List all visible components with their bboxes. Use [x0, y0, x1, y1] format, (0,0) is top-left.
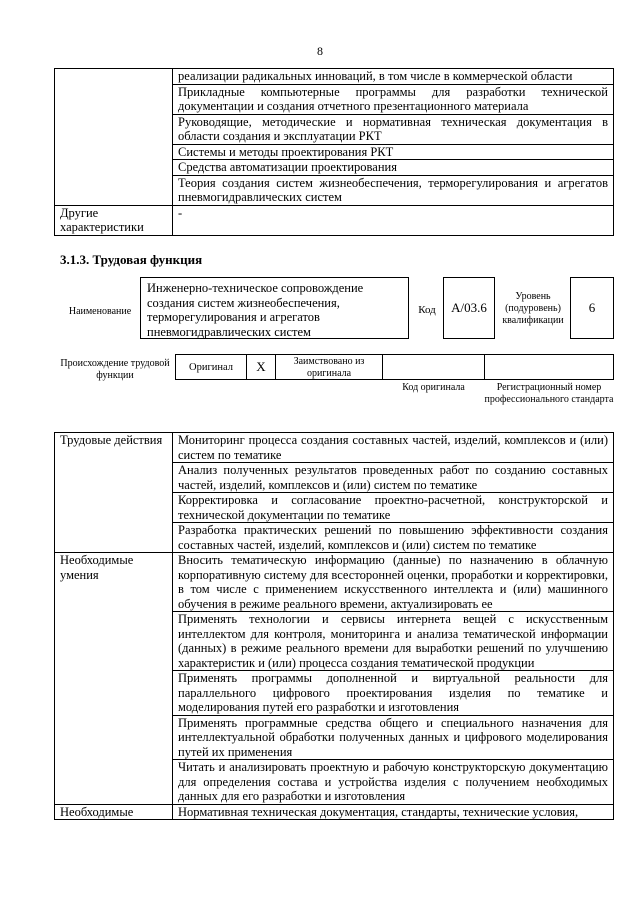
table-cell: Прикладные компьютерные программы для разработки технической документации и создания отчетного презентационного материала [173, 84, 614, 114]
table-cell: Корректировка и согласование проектно-расчетной, конструкторской и технической документации по тематике [173, 493, 614, 523]
original-mark-box [246, 354, 276, 380]
page-number: 8 [317, 44, 323, 58]
code-value: А/03.6 [451, 300, 487, 315]
table-row [55, 804, 614, 820]
table-cell-empty [55, 69, 173, 206]
labor-function-table [54, 432, 614, 820]
table-cell: Применять технологии и сервисы интернета вещей с искусственным интеллектом для контроля, мониторинга и анализа тематической информации (данных) в режиме реального времени для выработки решений по улучшению характеристик и (или) процесса создания тематической продукции [173, 612, 614, 671]
table-cell: Вносить тематическую информацию (данные) по назначению в облачную корпоративную систему для всесторонней оценки, проработки и корректировки, в том числе с применением искусственного интеллекта и (или) машинного обучения в режиме реального времени, актуализировать ее [173, 553, 614, 612]
knowledge-table-continued [54, 68, 614, 236]
level-value: 6 [588, 300, 596, 315]
table-cell: Анализ полученных результатов проведенных работ по созданию составных частей, изделий, комплексов и (или) систем по тематике [173, 463, 614, 493]
original-box [175, 354, 247, 380]
table-row [55, 69, 614, 85]
reg-number-box [484, 354, 614, 380]
level-label: Уровень (подуровень) квалификации [502, 291, 564, 326]
function-name-box [140, 277, 409, 339]
row-label: Необходимые [55, 804, 173, 820]
row-label: Необходимые умения [55, 553, 173, 805]
name-label: Наименование [68, 306, 132, 317]
table-row [55, 205, 614, 235]
origin-label: Происхождение трудовой функции [60, 358, 170, 381]
function-name: Инженерно-техническое сопровождение создания систем жизнеобеспечения, терморегулирования и агрегатов пневмогидравлических систем [147, 281, 364, 339]
table-cell: - [173, 205, 614, 235]
table-cell: Применять программные средства общего и специального назначения для интеллектуальной обработки полученных данных и цифрового моделирования путей их применения [173, 715, 614, 760]
section-title: 3.1.3. Трудовая функция [60, 252, 203, 267]
original-label: Оригинал [189, 361, 233, 373]
table-cell: Нормативная техническая документация, стандарты, технические условия, [173, 804, 614, 820]
level-box [570, 277, 614, 339]
table-cell: Читать и анализировать проектную и рабочую конструкторскую документацию для определения состава и устройства изделия с получением необходимых данных для его разработки и изготовления [173, 760, 614, 805]
table-cell: Применять программы дополненной и виртуальной реальности для параллельного цифрового проектирования изделия по тематике и моделирования путей его разработки и изготовления [173, 671, 614, 716]
original-mark: X [256, 359, 266, 374]
code-original-caption: Код оригинала [402, 382, 465, 393]
table-cell: Системы и методы проектирования РКТ [173, 144, 614, 160]
borrowed-label: Заимствовано из оригинала [293, 356, 365, 379]
table-cell: Разработка практических решений по повышению эффективности создания составных частей, изделий, комплексов и (или) систем по тематике [173, 523, 614, 553]
code-box [443, 277, 495, 339]
table-cell: Теория создания систем жизнеобеспечения, терморегулирования и агрегатов пневмогидравлических систем [173, 175, 614, 205]
table-cell: Руководящие, методические и нормативная техническая документация в области создания и эксплуатации РКТ [173, 114, 614, 144]
table-cell: Мониторинг процесса создания составных частей, изделий, комплексов и (или) систем по тематике [173, 433, 614, 463]
row-label: Трудовые действия [55, 433, 173, 553]
table-row [55, 433, 614, 463]
code-label: Код [418, 304, 436, 316]
borrowed-box [275, 354, 383, 380]
row-label: Другие характеристики [55, 205, 173, 235]
table-cell: реализации радикальных инноваций, в том числе в коммерческой области [173, 69, 614, 85]
table-row [55, 553, 614, 612]
reg-number-caption: Регистрационный номер профессионального стандарта [484, 382, 614, 405]
code-original-box [382, 354, 485, 380]
table-cell: Средства автоматизации проектирования [173, 160, 614, 176]
